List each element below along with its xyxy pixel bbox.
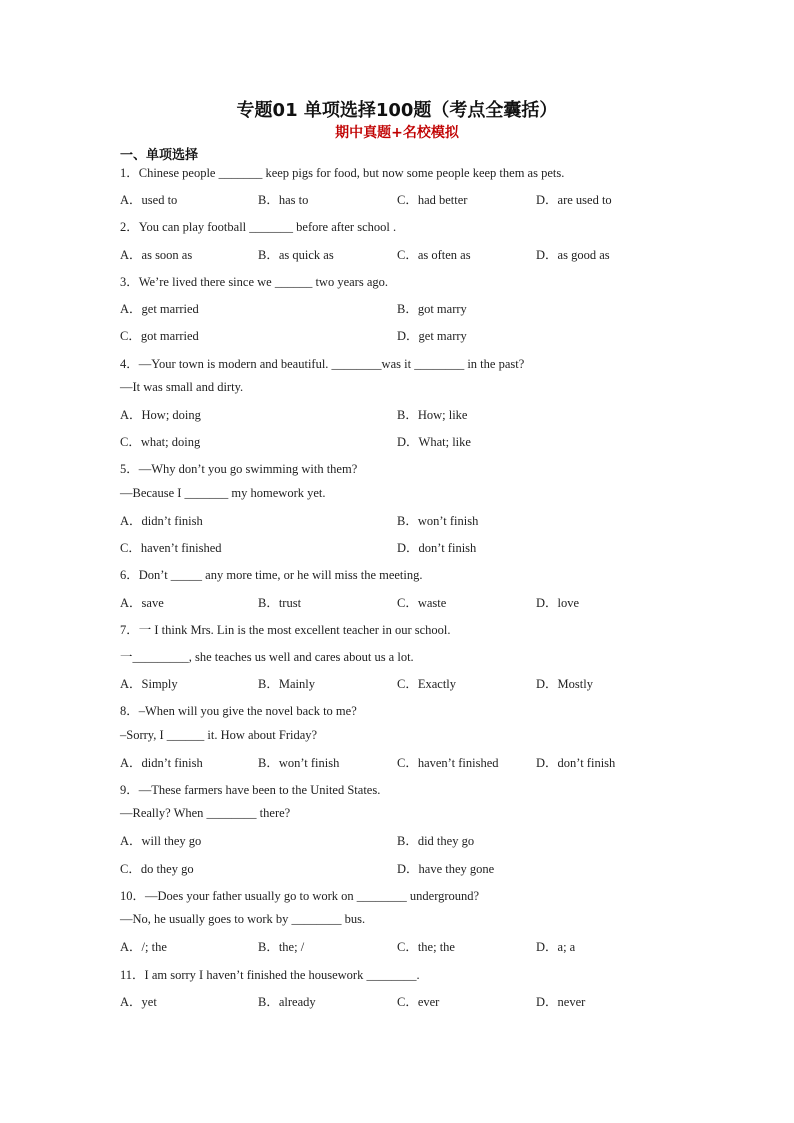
option-a: A．didn’t finish (120, 514, 203, 528)
question-stem: 8．–When will you give the novel back to me? (120, 704, 357, 718)
question-stem-line: —It was small and dirty. (120, 380, 244, 394)
option-c: C．haven’t finished (397, 756, 499, 770)
option-a: A．yet (120, 995, 157, 1009)
option-c: C．the; the (397, 940, 455, 954)
option-a: A．get married (120, 302, 199, 316)
question-stem: 11．I am sorry I haven’t finished the housework ________. (120, 968, 420, 982)
question-stem-line: —Because I _______ my homework yet. (120, 486, 326, 500)
document-subtitle: 期中真题+名校模拟 (335, 125, 459, 141)
section-heading: 一、单项选择 (120, 148, 199, 163)
option-a: A．didn’t finish (120, 756, 203, 770)
question-stem: 10．—Does your father usually go to work on ________ underground? (120, 889, 480, 903)
question-stem: 4．—Your town is modern and beautiful. ________was it ________ in the past? (120, 357, 525, 371)
option-b: B．Mainly (258, 677, 315, 691)
option-b: B．has to (258, 193, 309, 207)
option-a: A．will they go (120, 834, 202, 848)
question-stem: 2．You can play football _______ before after school . (120, 220, 397, 234)
option-d: D．a; a (536, 940, 576, 954)
option-d: D．are used to (536, 193, 612, 207)
option-d: D．as good as (536, 248, 610, 262)
option-d: D．get marry (397, 329, 467, 343)
option-c: C．what; doing (120, 435, 201, 449)
option-a: A．as soon as (120, 248, 193, 262)
option-b: B．the; / (258, 940, 305, 954)
question-stem: 6．Don’t _____ any more time, or he will miss the meeting. (120, 568, 423, 582)
option-a: A．save (120, 596, 164, 610)
option-c: C．as often as (397, 248, 471, 262)
option-d: D．Mostly (536, 677, 593, 691)
question-stem-line: —No, he usually goes to work by ________ bus. (120, 912, 366, 926)
option-c: C．do they go (120, 862, 194, 876)
option-a: A．How; doing (120, 408, 201, 422)
option-b: B．trust (258, 596, 302, 610)
question-stem: 7．一 I think Mrs. Lin is the most excellent teacher in our school. (120, 623, 451, 637)
option-d: D．never (536, 995, 586, 1009)
option-d: D．have they gone (397, 862, 495, 876)
option-b: B．did they go (397, 834, 475, 848)
option-d: D．don’t finish (536, 756, 616, 770)
option-b: B．won’t finish (397, 514, 479, 528)
option-c: C．ever (397, 995, 440, 1009)
document-title: 专题01 单项选择100题（考点全囊括） (236, 100, 558, 121)
option-c: C．had better (397, 193, 468, 207)
option-b: B．How; like (397, 408, 468, 422)
option-a: A．used to (120, 193, 178, 207)
question-stem-line: –Sorry, I ______ it. How about Friday? (120, 728, 318, 742)
question-stem-line: 一_________, she teaches us well and cares about us a lot. (120, 650, 414, 664)
option-c: C．waste (397, 596, 447, 610)
question-stem: 9．—These farmers have been to the United States. (120, 783, 381, 797)
option-a: A．/; the (120, 940, 167, 954)
option-c: C．Exactly (397, 677, 457, 691)
option-d: D．don’t finish (397, 541, 477, 555)
question-stem: 1．Chinese people _______ keep pigs for food, but now some people keep them as pets. (120, 166, 565, 180)
option-b: B．won’t finish (258, 756, 340, 770)
option-d: D．love (536, 596, 580, 610)
option-c: C．got married (120, 329, 199, 343)
question-stem-line: —Really? When ________ there? (120, 806, 291, 820)
option-b: B．as quick as (258, 248, 334, 262)
question-stem: 3．We’re lived there since we ______ two years ago. (120, 275, 388, 289)
question-stem: 5．—Why don’t you go swimming with them? (120, 462, 358, 476)
option-a: A．Simply (120, 677, 178, 691)
option-c: C．haven’t finished (120, 541, 222, 555)
option-b: B．already (258, 995, 316, 1009)
option-b: B．got marry (397, 302, 467, 316)
option-d: D．What; like (397, 435, 471, 449)
